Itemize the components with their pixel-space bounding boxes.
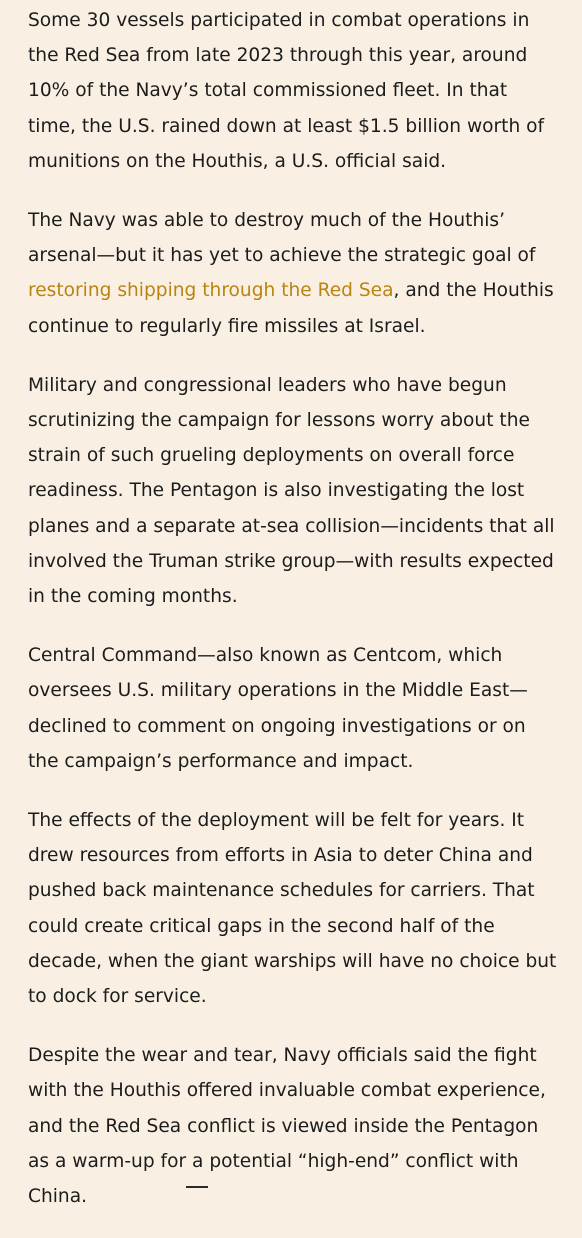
paragraph-3: Military and congressional leaders who have begun scrutinizing the campaign for lessons worry about the strain of such grueling deployments on overall force readiness. The Pentagon is also investigating the lost planes and a separate at-sea collision—incidents that all involved the Truman strike group—with results expected in the coming months. <box>28 374 555 608</box>
paragraph-2 <box>28 203 558 344</box>
paragraph-2-text-end: , and the Houthis continue to regularly fire missiles at Israel. <box>28 280 554 337</box>
paragraph-4: Central Command—also known as Centcom, which oversees U.S. military operations in the Middle East—declined to comment on ongoing investigations or on the campaign’s performance and impact. <box>28 645 528 772</box>
text-selection-underline <box>186 1186 208 1188</box>
paragraph-6: Despite the wear and tear, Navy officials said the fight with the Houthis offered invaluable combat experience, and the Red Sea conflict is viewed inside the Pentagon as a warm-up for a potential “high-end” conflict with China. <box>28 1045 546 1208</box>
paragraph-5: The effects of the deployment will be felt for years. It drew resources from efforts in Asia to deter China and pushed back maintenance schedules for carriers. That could create critical gaps in the second half of the decade, when the giant warships will have no choice but to dock for service. <box>28 810 557 1008</box>
paragraph-1: Some 30 vessels participated in combat operations in the Red Sea from late 2023 through this year, around 10% of the Navy’s total commissioned fleet. In that time, the U.S. rained down at least $1.5 billion worth of munitions on the Houthis, a U.S. official said. <box>28 10 545 172</box>
red-sea-shipping-link[interactable]: restoring shipping through the Red Sea <box>28 280 394 302</box>
paragraph-2-text-start: The Navy was able to destroy much of the Houthis’ arsenal—but it has yet to achieve the strategic goal of <box>28 210 536 267</box>
article-body <box>28 3 558 1238</box>
